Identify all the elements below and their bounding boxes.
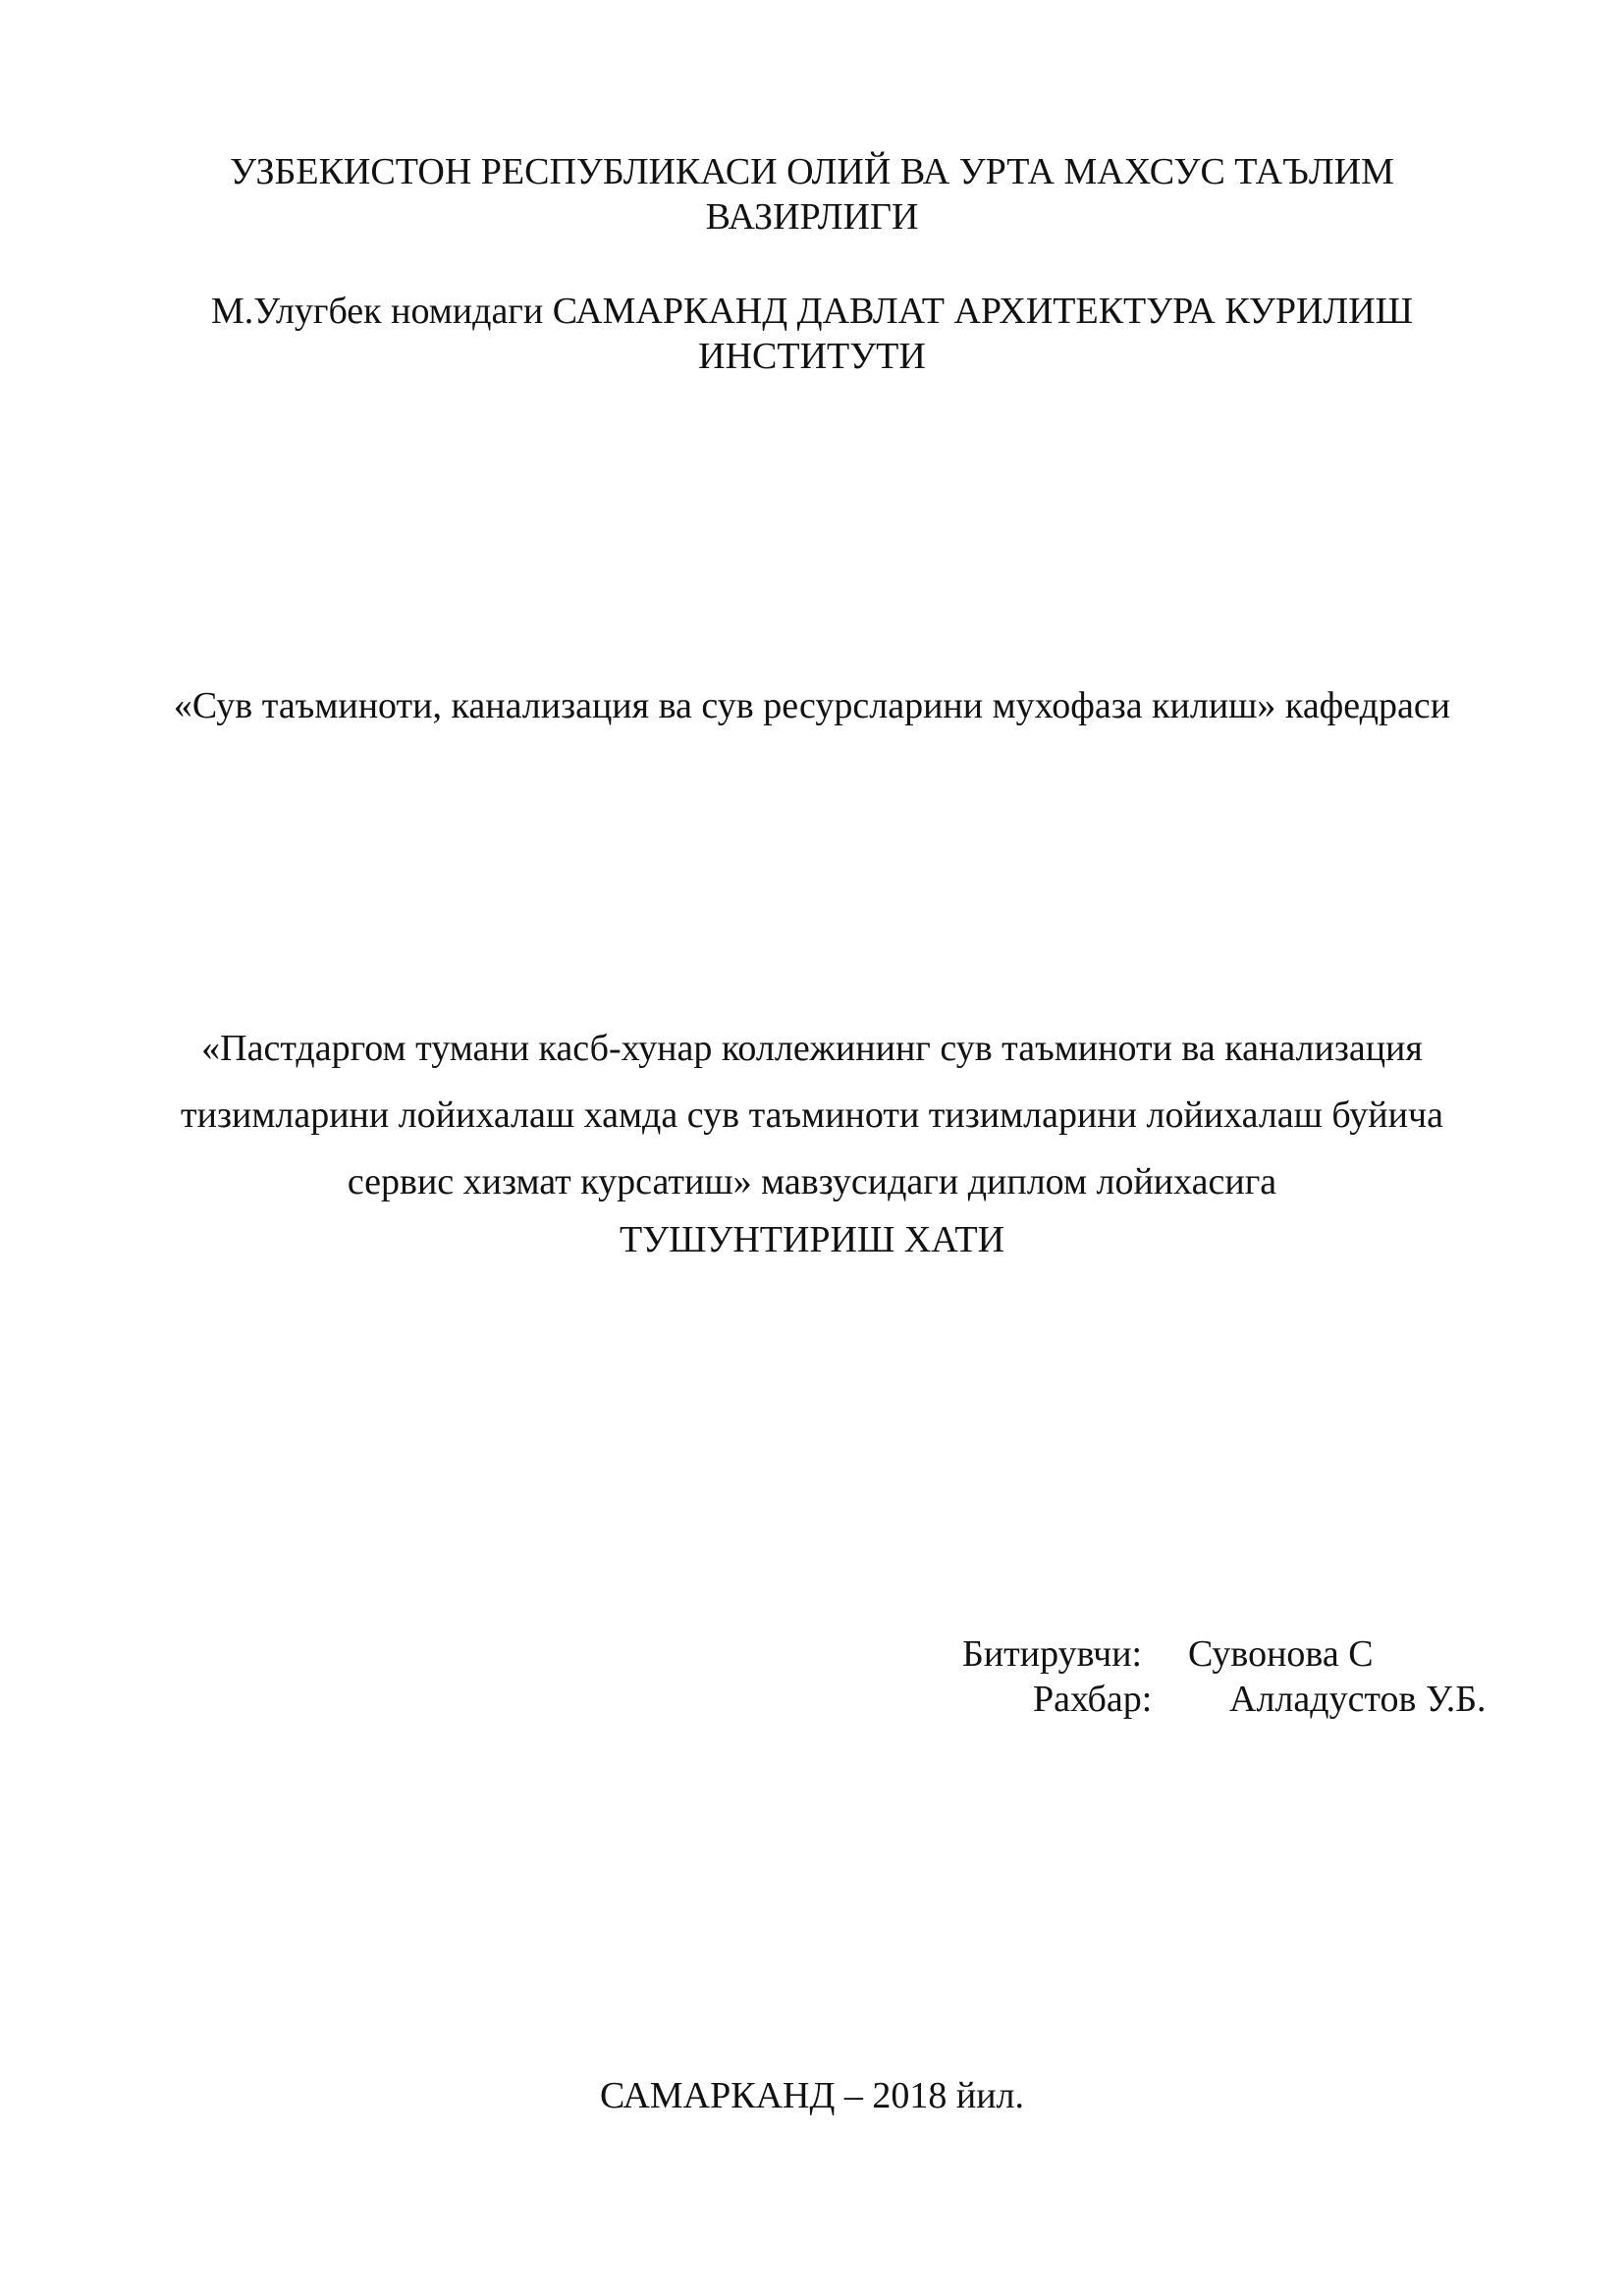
topic-line-3: сервис хизмат курсатиш» мавзусидаги диплом лойихасига	[347, 1161, 1277, 1202]
signature-block	[962, 1631, 1512, 1722]
project-topic	[147, 1015, 1477, 1215]
supervisor-row	[962, 1677, 1512, 1722]
ministry-line-1: УЗБЕКИСТОН РЕСПУБЛИКАСИ ОЛИЙ ВА УРТА МАХСУС ТАЪЛИМ	[230, 151, 1394, 192]
city-year-footer: САМАРКАНД – 2018 йил.	[599, 2075, 1025, 2116]
institute-heading	[147, 289, 1477, 379]
topic-line-1: «Пастдаргом тумани касб-хунар коллежининг сув таъминоти ва канализация	[201, 1028, 1423, 1069]
institute-line-2: ИНСТИТУТИ	[698, 336, 926, 377]
department-name: «Сув таъминоти, канализация ва сув ресурсларини мухофаза килиш» кафедраси	[173, 685, 1451, 726]
graduate-row	[962, 1631, 1512, 1677]
document-title: ТУШУНТИРИШ ХАТИ	[619, 1219, 1005, 1260]
supervisor-role-label: Рахбар:	[1033, 1679, 1153, 1720]
graduate-name: Сувонова С	[1188, 1633, 1374, 1675]
institute-line-1: М.Улугбек номидаги САМАРКАНД ДАВЛАТ АРХИТЕКТУРА КУРИЛИШ	[211, 291, 1413, 332]
supervisor-name: Алладустов У.Б.	[1229, 1679, 1487, 1720]
topic-line-2: тизимларини лойихалаш хамда сув таъминоти тизимларини лойихалаш буйича	[181, 1095, 1443, 1136]
graduate-role-label: Битирувчи:	[962, 1633, 1143, 1675]
ministry-heading	[147, 149, 1477, 240]
ministry-line-2: ВАЗИРЛИГИ	[705, 196, 919, 238]
